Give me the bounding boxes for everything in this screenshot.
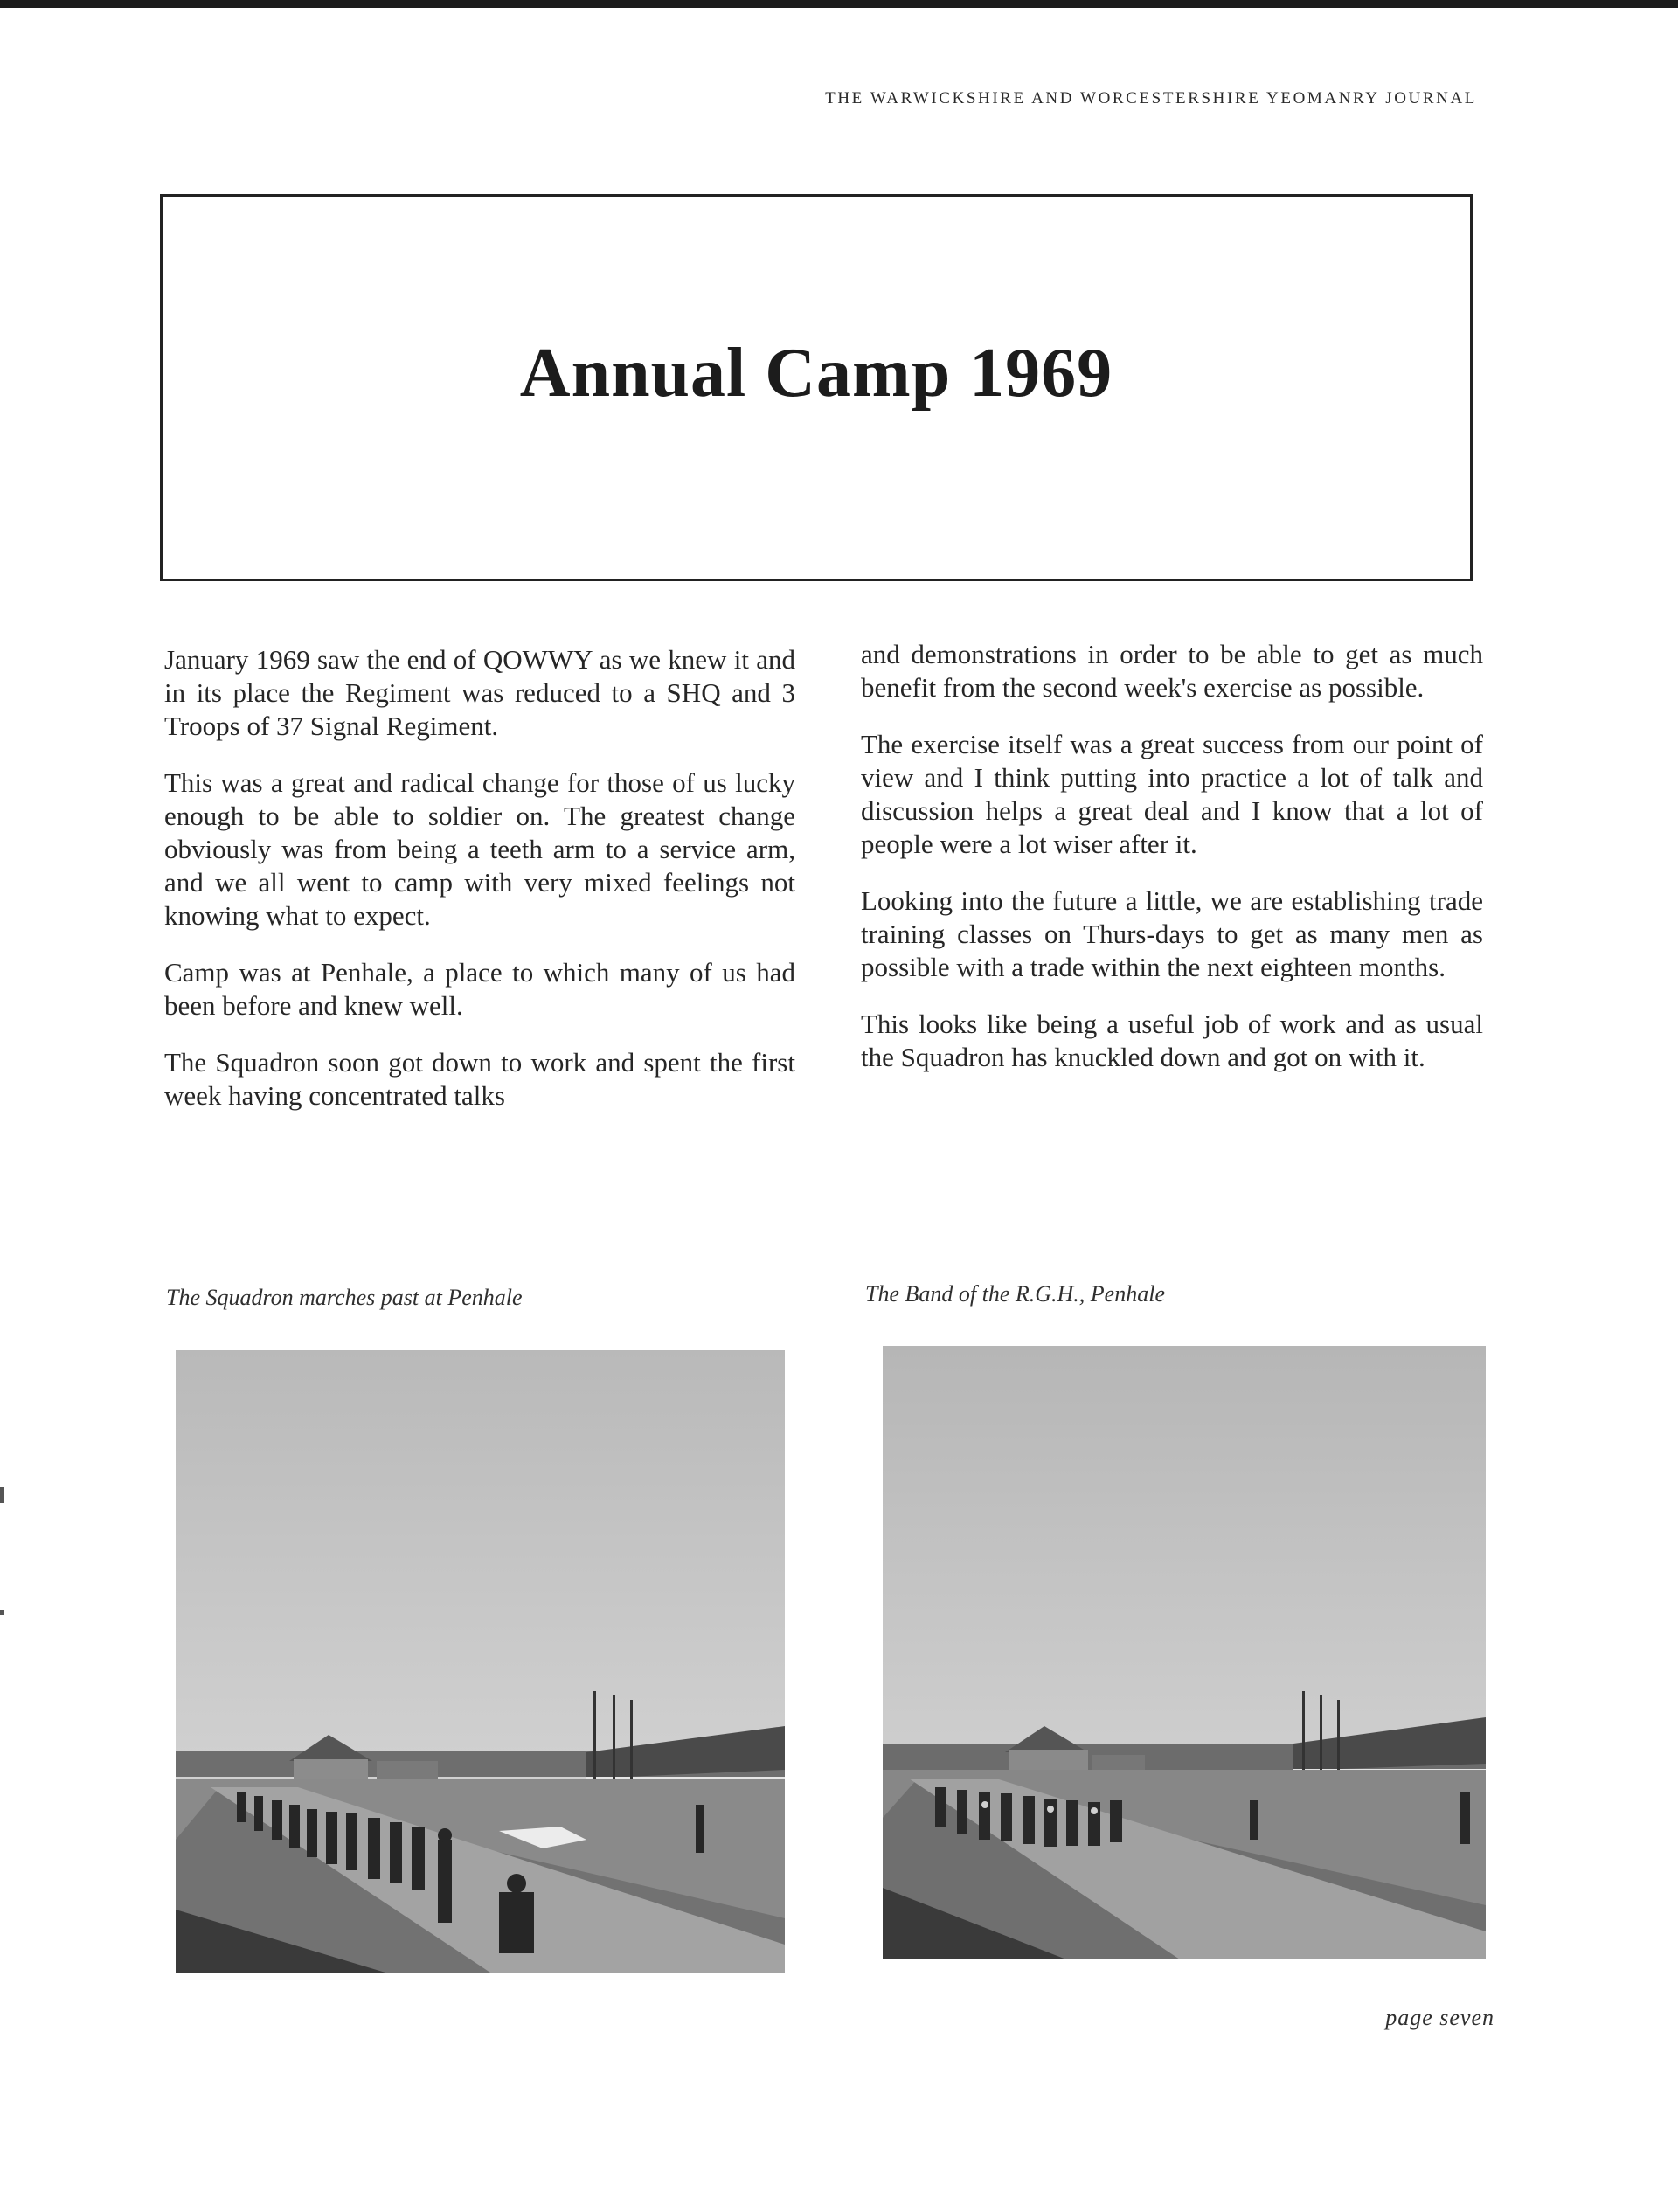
photo-squadron-march-image — [176, 1350, 785, 1973]
photo-squadron-march — [176, 1350, 785, 1973]
paragraph: The exercise itself was a great success from our point of view and I think putting into practice a lot of talk and discussion helps a great deal and I know that a lot of people were a lot wiser after it. — [861, 729, 1483, 859]
scan-edge-mark — [0, 1610, 4, 1615]
photo-band-rgh — [883, 1346, 1486, 1959]
article-title: Annual Camp 1969 — [519, 335, 1113, 412]
paragraph: Camp was at Penhale, a place to which many of us had been before and knew well. — [164, 957, 795, 1021]
left-text-column — [164, 643, 795, 1136]
paragraph: January 1969 saw the end of QOWWY as we knew it and in its place the Regiment was reduced to a SHQ and 3 Troops of 37 Signal Regiment. — [164, 644, 795, 741]
page-top-border — [0, 0, 1678, 8]
title-frame — [160, 194, 1473, 581]
scan-edge-mark — [0, 1487, 4, 1503]
page-number: page seven — [1385, 2005, 1494, 2030]
paragraph: This looks like being a useful job of work and as usual the Squadron has knuckled down and got on with it. — [861, 1009, 1483, 1072]
paragraph: and demonstrations in order to be able to get as much benefit from the second week's exercise as possible. — [861, 639, 1483, 703]
photo-caption-band: The Band of the R.G.H., Penhale — [865, 1281, 1165, 1307]
paragraph: The Squadron soon got down to work and spent the first week having concentrated talks — [164, 1047, 795, 1111]
photo-band-rgh-image — [883, 1346, 1486, 1959]
right-text-column — [861, 638, 1483, 1098]
journal-running-head: THE WARWICKSHIRE AND WORCESTERSHIRE YEOMANRY JOURNAL — [825, 89, 1477, 107]
paragraph: Looking into the future a little, we are establishing trade training classes on Thurs-days to get as many men as possible with a trade within the next eighteen months. — [861, 885, 1483, 982]
paragraph: This was a great and radical change for those of us lucky enough to be able to soldier on. The greatest change obviously was from being a teeth arm to a service arm, and we all went to camp with very mixed feelings not knowing what to expect. — [164, 767, 795, 931]
photo-caption-squadron: The Squadron marches past at Penhale — [166, 1285, 523, 1310]
